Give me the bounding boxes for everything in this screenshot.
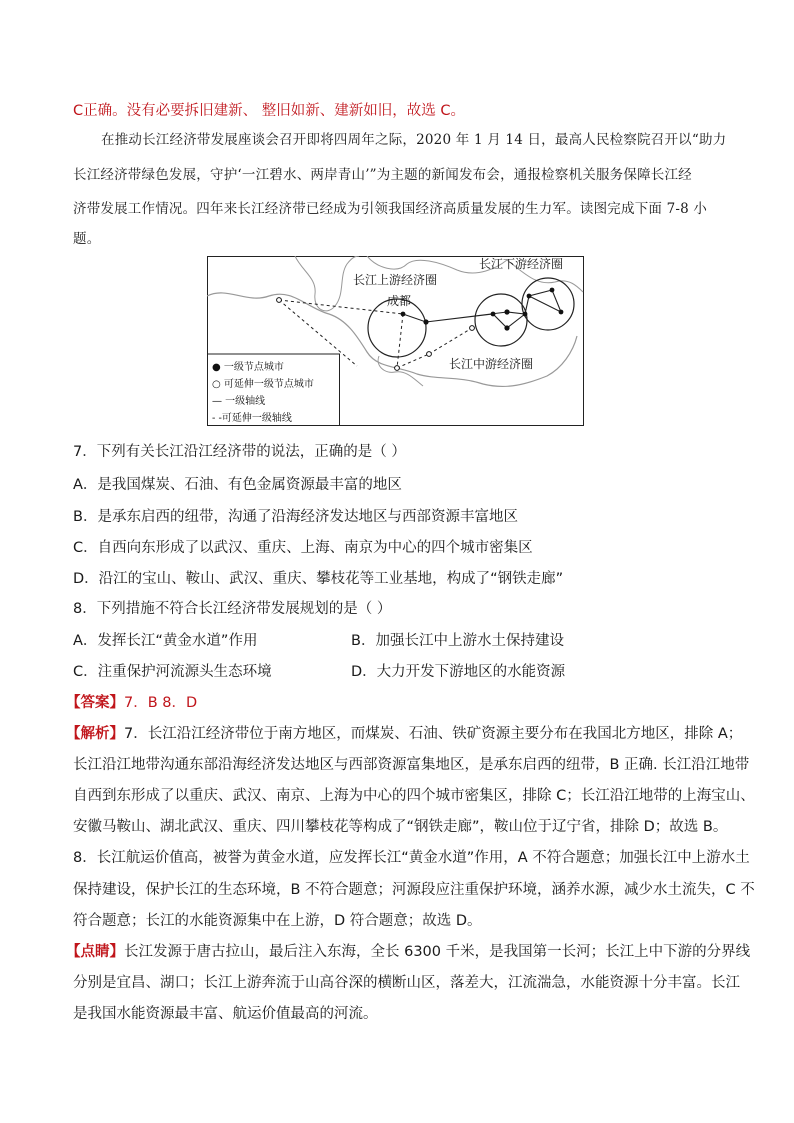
comment-line-1 xyxy=(66,942,750,962)
intro-line-1: 在推动长江经济带发展座谈会召开即将四周年之际，2020 年 1 月 14 日，最高人民检察院召开以“助力 xyxy=(101,132,727,148)
analysis-line-2: 长江沿江地带沟通东部沿海经济发达地区与西部资源富集地区，是承东启西的纽带，B 正确. 长江沿江地带 xyxy=(73,757,750,773)
q7-stem: 7．下列有关长江沿江经济带的说法，正确的是（ ） xyxy=(73,444,406,460)
label-lower-circle: 长江下游经济圈 xyxy=(479,257,564,271)
legend-extendable-node: ○ 可延伸一级节点城市 xyxy=(212,379,314,390)
q8-option-b: B．加强长江中上游水土保持建设 xyxy=(351,633,564,649)
analysis-line-6: 保持建设，保护长江的生态环境，B 不符合题意；河源段应注重保护环境，涵养水源，减少水土流失，C 不 xyxy=(73,882,755,898)
yangtze-economic-belt-map xyxy=(207,256,584,426)
q8-option-a: A．发挥长江“黄金水道”作用 xyxy=(73,633,258,649)
analysis-line-5: 8．长江航运价值高，被誉为黄金水道，应发挥长江“黄金水道”作用，A 不符合题意；加强长江中上游水土 xyxy=(73,850,750,866)
analysis-line-7: 符合题意；长江的水能资源集中在上游，D 符合题意；故选 D。 xyxy=(73,913,482,929)
q7-option-c: C．自西向东形成了以武汉、重庆、上海、南京为中心的四个城市密集区 xyxy=(73,540,533,556)
answer-line xyxy=(66,693,197,713)
analysis-line-1 xyxy=(66,724,742,744)
q8-option-d: D．大力开发下游地区的水能资源 xyxy=(351,664,566,680)
intro-line-3: 济带发展工作情况。四年来长江经济带已经成为引领我国经济高质量发展的生力军。读图完成下面 7-8 小 xyxy=(73,201,708,217)
label-chengdu: 成都 xyxy=(387,294,412,308)
comment-text-1: 长江发源于唐古拉山，最后注入东海，全长 6300 千米，是我国第一长河；长江上中下游的分界线 xyxy=(124,944,751,960)
analysis-line-4: 安徽马鞍山、湖北武汉、重庆、四川攀枝花等构成了“钢铁走廊”，鞍山位于辽宁省，排除 D；故选 B。 xyxy=(73,819,728,835)
previous-answer-line: C正确。没有必要拆旧建新、 整旧如新、建新如旧，故选 C。 xyxy=(73,103,465,119)
q7-option-a: A．是我国煤炭、石油、有色金属资源最丰富的地区 xyxy=(73,477,402,493)
q7-option-d: D．沿江的宝山、鞍山、武汉、重庆、攀枝花等工业基地，构成了“钢铁走廊” xyxy=(73,571,564,587)
label-middle-circle: 长江中游经济圈 xyxy=(449,357,534,371)
comment-tag: 【点睛】 xyxy=(66,944,124,960)
q8-option-c: C．注重保护河流源头生态环境 xyxy=(73,664,272,680)
legend-extendable-axis: - -可延伸一级轴线 xyxy=(212,413,292,424)
legend-primary-axis: — 一级轴线 xyxy=(212,396,266,407)
q8-stem: 8．下列措施不符合长江经济带发展规划的是（ ） xyxy=(73,601,392,617)
analysis-line-3: 自西到东形成了以重庆、武汉、南京、上海为中心的四个城市密集区，排除 C；长江沿江地带的上海宝山、 xyxy=(73,788,755,804)
label-upper-circle: 长江上游经济圈 xyxy=(353,273,438,287)
q7-option-b: B．是承东启西的纽带，沟通了沿海经济发达地区与西部资源丰富地区 xyxy=(73,509,518,525)
answer-text: 7．B 8．D xyxy=(124,695,198,711)
intro-line-2: 长江经济带绿色发展，守护‘一江碧水、两岸青山’”为主题的新闻发布会，通报检察机关服务保障长江经 xyxy=(73,167,692,183)
comment-line-3: 是我国水能资源最丰富、航运价值最高的河流。 xyxy=(73,1006,378,1022)
analysis-tag: 【解析】 xyxy=(66,726,124,742)
answer-tag: 【答案】 xyxy=(66,695,124,711)
analysis-text-1: 7．长江沿江经济带位于南方地区，而煤炭、石油、铁矿资源主要分布在我国北方地区，排除 A； xyxy=(124,726,743,742)
intro-line-4: 题。 xyxy=(73,231,101,247)
legend-primary-node: ● 一级节点城市 xyxy=(212,362,284,373)
comment-line-2: 分别是宜昌、湖口；长江上游奔流于山高谷深的横断山区，落差大，江流湍急，水能资源十分丰富。长江 xyxy=(73,975,740,991)
